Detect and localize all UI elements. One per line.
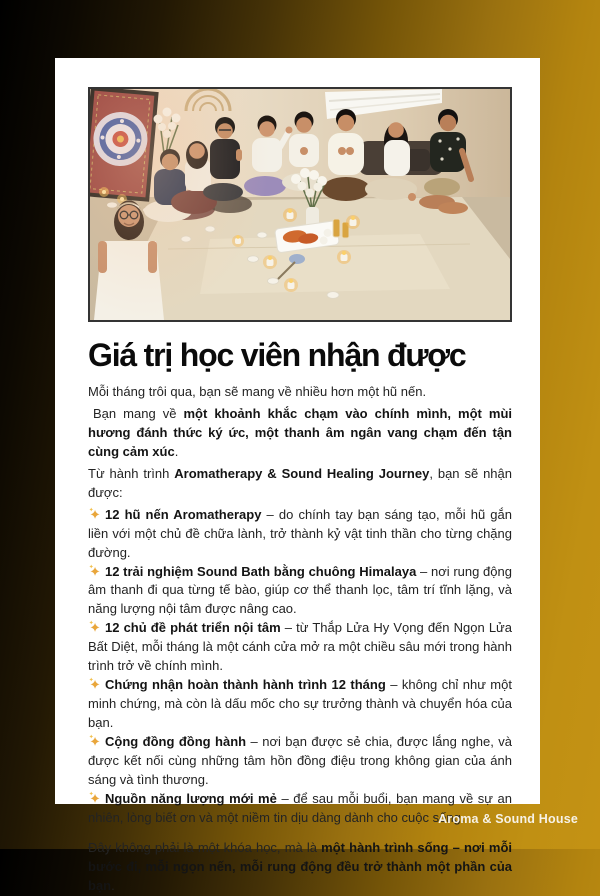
benefit-lead: 12 hũ nến Aromatherapy [105, 506, 262, 522]
benefit-lead: Cộng đồng đồng hành [105, 734, 247, 750]
sparkle-icon [88, 620, 101, 633]
benefit-lead: 12 chủ đề phát triển nội tâm [105, 620, 281, 636]
benefit-text: – từ Thắp Lửa Hy Vọng đến Ngọn Lửa Bất Diệt, mỗi tháng là một cánh cửa mở ra một chiều sâu mới trong hành trình trở về chính mình. [88, 620, 512, 674]
benefit-lead: Nguồn năng lượng mới mẻ [105, 791, 277, 807]
benefit-lead: Chứng nhận hoàn thành hành trình 12 tháng [105, 677, 386, 693]
benefit-item-1 [88, 506, 512, 563]
benefit-text: – nơi rung động âm thanh đi qua từng tế bào, giúp cơ thể thanh lọc, tâm trí tĩnh lặng, và năng lượng nội tâm được nâng cao. [88, 563, 512, 617]
benefit-lead: 12 trải nghiệm Sound Bath bằng chuông Himalaya [105, 563, 417, 579]
intro-line-2: Bạn mang về một khoảnh khắc chạm vào chính mình, một mùi hương đánh thức ký ức, một thanh âm ngân vang chạm đến tận cùng cảm xúc. [88, 405, 512, 459]
benefit-text: – nơi bạn được sẻ chia, được lắng nghe, và được kết nối cùng những tâm hồn đồng điệu trong không gian của ánh sáng và tình thương. [88, 734, 512, 788]
intro-line-3: Từ hành trình Aromatherapy & Sound Healing Journey, bạn sẽ nhận được: [88, 465, 512, 500]
drink-glass [333, 219, 340, 237]
page-title: Giá trị học viên nhận được [88, 337, 466, 373]
intro-line-1: Mỗi tháng trôi qua, bạn sẽ mang về nhiều hơn một hũ nến. [88, 383, 427, 399]
sparkle-icon [88, 791, 101, 804]
benefit-item-2 [88, 563, 512, 620]
closing-paragraph: Đây không phải là một khóa học, mà là một hành trình sống – nơi mỗi bước đi, mỗi ngọn nến, mỗi rung động đều trở thành một phần của bạn. [88, 840, 513, 894]
benefit-item-5 [88, 733, 512, 790]
sparkle-icon [88, 564, 101, 577]
benefit-item-3 [88, 619, 512, 676]
benefit-item-4 [88, 676, 512, 733]
group-photo-illustration [90, 89, 510, 320]
sparkle-icon [88, 507, 101, 520]
group-photo [88, 87, 512, 322]
benefit-text: – không chỉ như một minh chứng, mà còn là dấu mốc cho sự trưởng thành và chuyển hóa của bạn. [88, 677, 512, 731]
benefit-text: – do chính tay bạn sáng tạo, mỗi hũ gắn liền với một chủ đề chữa lành, trở thành kỷ vật tinh thần cho từng chặng đường. [88, 506, 512, 560]
brand-footer: Aroma & Sound House [438, 812, 578, 826]
sparkle-icon [88, 677, 101, 690]
benefit-text: – để sau mỗi buổi, bạn mang về sự an nhiên, lòng biết ơn và một niềm tin dịu dàng dành cho cuộc sống. [88, 791, 512, 826]
sparkle-icon [88, 734, 101, 747]
